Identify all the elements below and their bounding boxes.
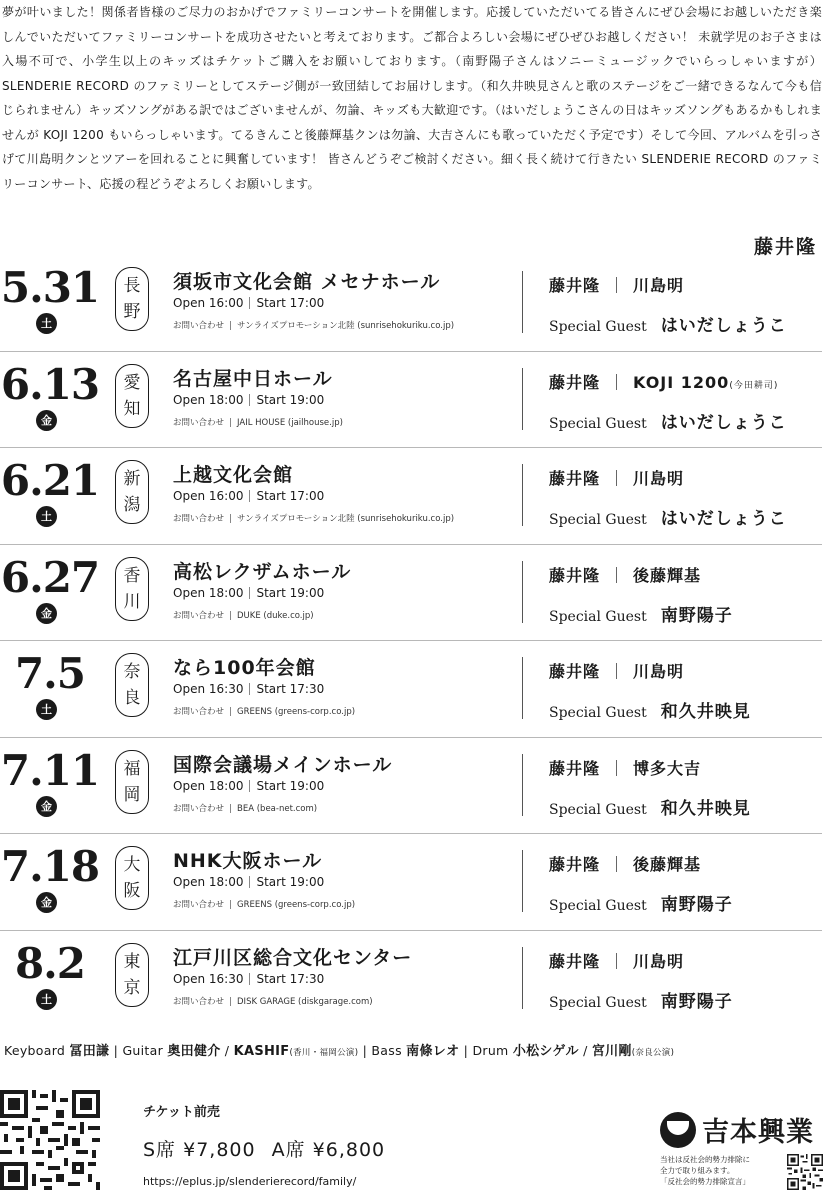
guest-name: はいだしょうこ [660,509,787,529]
guitar-label: Guitar [122,1043,164,1058]
divider [522,368,523,430]
open-time: 18:00 [208,875,244,889]
open-time: 16:00 [208,296,244,310]
prefecture-char: 潟 [123,495,141,515]
prefecture-char: 福 [123,758,141,779]
bass-label: Bass [371,1043,402,1058]
prefecture-char: 愛 [123,372,141,393]
guitar-note: (香川・福岡公演) [289,1048,359,1058]
artist-co: 川島明 [633,469,685,488]
start-time: 19:00 [289,875,325,889]
prefecture-char: 知 [123,398,141,419]
show-times [173,682,324,696]
prefecture-char: 阪 [123,881,141,901]
guest-name: 和久井映見 [660,798,751,819]
show-date: 7.18 [0,842,100,891]
open-time: 16:00 [208,489,244,503]
start-time: 19:00 [289,585,325,600]
guest-label: Special Guest [549,415,647,432]
venue-name: 須坂市文化会館 メセナホール [173,271,441,293]
start-time: 17:30 [289,971,325,986]
contact-info [173,802,317,814]
start-label: Start [256,682,286,696]
show-times [173,972,324,986]
seat-s-label: S席 [143,1139,177,1161]
show-row [0,641,825,738]
ticket-url-link[interactable]: https://eplus.jp/slenderierecord/family/ [143,1175,357,1188]
artist-co: 川島明 [633,951,685,971]
show-date: 5.31 [0,263,100,312]
show-times [173,296,324,310]
open-label: Open [173,875,206,889]
show-row [0,834,825,931]
intro-text: 夢が叶いました！関係者皆様のご尽力のおかげでファミリーコンサートを開催します。応援していただいてる皆さんにぜひ会場にお越しいただき楽しんでいただいてファミリーコンサートを成功させたいと考えております。ご都合よろしい会場にぜひぜひお越しください！ 未就学児のお子さまは入場不可で、小学生以上のキッズはチケットご購入をお願いしております。（南野陽子さんはソニーミュージックでいらっしゃいますが）SLENDERIE RECORD のファミリーとしてステージ側が一致団結してお届けします。（和久井映見さんと歌のステージをご一緒できるなんて今も信じられません）キッズソングがある訳ではございませんが、勿論、キッズも大歓迎です。（はいだしょうこさんの日はキッズソングもあるかもしれませんが KOJI 1200 もいらっしゃいます。てるきんこと後藤輝基クンは勿論、大吉さんにも歌っていただく予定です）そして今回、アルバムを引っさげて川島明クンとツアーを回れることに興奮しています！ 皆さんどうぞご検討ください。細く長く続けて行きたい SLENDERIE RECORD のファミリーコンサート、応援の程どうぞよろしくお願いします。 [2,5,822,191]
open-label: Open [173,392,206,407]
artist-co: 後藤輝基 [633,855,702,874]
artist-main: 藤井隆 [549,662,601,681]
seat-a-price: ¥6,800 [312,1139,386,1161]
show-date: 6.27 [0,552,100,602]
artist-co: 川島明 [633,276,685,295]
guest-label: Special Guest [549,319,647,335]
yoshimoto-logo [660,1110,814,1149]
artist-main: 藤井隆 [549,469,601,488]
start-label: Start [256,489,286,503]
contact-info [173,416,343,428]
signature: 藤井隆 [753,236,817,258]
notice-qr-code[interactable] [787,1154,823,1190]
contact-info [173,319,454,331]
artists [549,273,684,296]
show-times [173,393,324,407]
divider [522,271,523,333]
divider [522,754,523,816]
contact-value: DISK GARAGE (diskgarage.com) [237,996,373,1007]
open-label: Open [173,682,206,696]
artists [549,659,684,682]
special-guest [549,504,787,529]
prefecture-badge [115,364,149,428]
guest-name: はいだしょうこ [660,316,787,336]
start-label: Start [256,778,286,793]
guest-label: Special Guest [549,608,647,625]
artist-main: 藤井隆 [549,565,601,585]
open-label: Open [173,296,206,310]
contact-label: お問い合わせ [173,996,225,1007]
prefecture-char: 川 [123,591,141,612]
artist-main: 藤井隆 [549,951,601,971]
contact-info [173,995,373,1007]
prefecture-badge [115,460,149,524]
venue-name: 江戸川区総合文化センター [173,946,413,969]
start-label: Start [256,392,286,407]
show-row [0,931,825,1028]
open-time: 18:00 [208,585,244,600]
show-date: 7.5 [14,649,86,698]
artists [549,370,778,393]
show-times [173,586,324,600]
contact-value: GREENS (greens-corp.co.jp) [237,707,356,717]
prefecture-badge [115,267,149,331]
venue-name: 上越文化会館 [173,464,294,486]
divider [522,947,523,1009]
ticket-title: チケット前売 [143,1105,220,1120]
open-time: 16:30 [208,971,244,986]
weekday-badge: 金 [36,603,57,624]
artists [549,756,701,779]
contact-value: サンライズプロモーション北陸 (sunrisehokuriku.co.jp) [237,321,455,331]
special-guest [549,408,787,433]
contact-label: お問い合わせ [173,610,225,621]
guest-label: Special Guest [549,705,647,721]
open-label: Open [173,585,206,600]
guest-name: はいだしょうこ [660,412,787,433]
guest-name: 南野陽子 [660,605,733,626]
prefecture-char: 新 [123,469,141,489]
show-row [0,448,825,545]
contact-value: GREENS (greens-corp.co.jp) [237,900,356,910]
weekday-badge: 土 [36,699,57,720]
prefecture-char: 京 [123,977,141,998]
start-time: 17:00 [289,489,325,503]
prefecture-badge [115,943,149,1007]
guitar-player: 奥田健介 [167,1044,221,1059]
notice-line: 全力で取り組みます。 [660,1166,735,1175]
anti-social-notice [660,1154,750,1187]
prefecture-char: 奈 [123,662,141,682]
contact-info [173,512,454,524]
keyboard-label: Keyboard [4,1043,66,1058]
show-date: 6.21 [0,456,100,505]
guest-label: Special Guest [549,512,647,528]
prefecture-char: 東 [123,951,141,972]
contact-label: お問い合わせ [173,417,225,428]
artist-co: KOJI 1200 [633,372,730,392]
show-row [0,545,825,642]
show-row [0,255,825,352]
open-label: Open [173,778,206,793]
guitar-player: KASHIF [233,1044,290,1059]
prefecture-char: 香 [123,565,141,586]
special-guest [549,697,751,722]
open-label: Open [173,971,206,986]
artist-main: 藤井隆 [549,276,601,295]
ticket-qr-code[interactable] [0,1090,100,1190]
contact-info [173,705,355,717]
start-time: 17:30 [289,682,325,696]
contact-value: DUKE (duke.co.jp) [237,610,314,621]
weekday-badge: 土 [36,989,57,1010]
artist-main: 藤井隆 [549,758,601,778]
seat-s-price: ¥7,800 [183,1139,256,1161]
artists [549,852,701,875]
notice-line: 当社は反社会的勢力排除に [660,1155,750,1164]
venue-name: なら100年会館 [173,657,316,679]
show-times [173,875,324,889]
special-guest [549,890,733,915]
artist-note: (今田耕司) [729,380,779,391]
special-guest [549,601,733,626]
special-guest [549,987,733,1012]
prefecture-char: 良 [123,688,141,708]
contact-label: お問い合わせ [173,803,225,814]
schedule-list [0,255,825,1027]
prefecture-char: 長 [123,276,141,296]
prefecture-badge [115,653,149,717]
divider [522,561,523,623]
guest-name: 和久井映見 [660,702,751,722]
venue-name: NHK大阪ホール [173,850,323,872]
artist-main: 藤井隆 [549,855,601,874]
keyboard-player: 冨田謙 [69,1044,110,1059]
start-time: 19:00 [289,392,325,407]
prefecture-badge [115,557,149,621]
prefecture-char: 大 [123,855,141,875]
drum-label: Drum [472,1043,509,1058]
prefecture-char: 岡 [123,784,141,805]
show-row [0,352,825,449]
artist-co: 後藤輝基 [633,565,702,585]
special-guest [549,311,787,336]
show-times [173,489,324,503]
show-date: 7.11 [0,745,100,795]
venue-name: 名古屋中日ホール [173,367,333,390]
artist-co: 博多大吉 [633,758,702,778]
start-time: 19:00 [289,778,325,793]
contact-label: お問い合わせ [173,707,225,717]
start-label: Start [256,875,286,889]
drum-note: (奈良公演) [631,1048,675,1058]
artists [549,563,701,586]
guest-name: 南野陽子 [660,991,733,1012]
bass-player: 南條レオ [406,1044,460,1059]
weekday-badge: 金 [36,796,57,817]
drum-player: 小松シゲル [512,1044,579,1059]
show-date: 8.2 [14,938,86,988]
contact-info [173,609,314,621]
artists [549,949,684,972]
artists [549,466,684,489]
ticket-prices [143,1135,385,1162]
drum-player: 宮川剛 [591,1044,632,1059]
weekday-badge: 金 [36,410,57,431]
contact-value: BEA (bea-net.com) [237,803,318,814]
contact-label: お問い合わせ [173,321,225,331]
artist-co: 川島明 [633,662,685,681]
guest-label: Special Guest [549,898,647,914]
start-time: 17:00 [289,296,325,310]
contact-info [173,898,355,910]
contact-label: お問い合わせ [173,900,225,910]
divider [522,464,523,526]
prefecture-char: 野 [123,302,141,322]
prefecture-badge [115,750,149,814]
prefecture-badge [115,846,149,910]
logo-text: 吉本興業 [702,1117,814,1148]
divider [522,850,523,912]
venue-name: 国際会議場メインホール [173,753,393,776]
open-label: Open [173,489,206,503]
start-label: Start [256,585,286,600]
weekday-badge: 土 [36,313,57,334]
open-time: 16:30 [208,682,244,696]
weekday-badge: 金 [36,892,57,913]
show-date: 6.13 [0,359,100,409]
guest-label: Special Guest [549,994,647,1011]
guest-label: Special Guest [549,801,647,818]
open-time: 18:00 [208,778,244,793]
seat-a-label: A席 [271,1139,306,1161]
show-row [0,738,825,835]
special-guest [549,794,751,819]
weekday-badge: 土 [36,506,57,527]
open-time: 18:00 [208,392,244,407]
guest-name: 南野陽子 [660,895,733,915]
show-times [173,779,324,793]
logo-mark-icon [660,1112,696,1148]
start-label: Start [256,971,286,986]
venue-name: 高松レクザムホール [173,560,352,583]
contact-label: お問い合わせ [173,514,225,524]
notice-line: 「反社会的勢力排除宣言」 [660,1177,750,1186]
divider [522,657,523,719]
band-members: Keyboard 冨田謙 | Guitar 奥田健介 / KASHIF(香川・福岡公演) | Bass 南條レオ | Drum 小松シゲル / 宮川剛(奈良公演) [4,1043,675,1059]
start-label: Start [256,296,286,310]
artist-main: 藤井隆 [549,372,601,392]
contact-value: サンライズプロモーション北陸 (sunrisehokuriku.co.jp) [237,514,455,524]
contact-value: JAIL HOUSE (jailhouse.jp) [237,417,343,428]
